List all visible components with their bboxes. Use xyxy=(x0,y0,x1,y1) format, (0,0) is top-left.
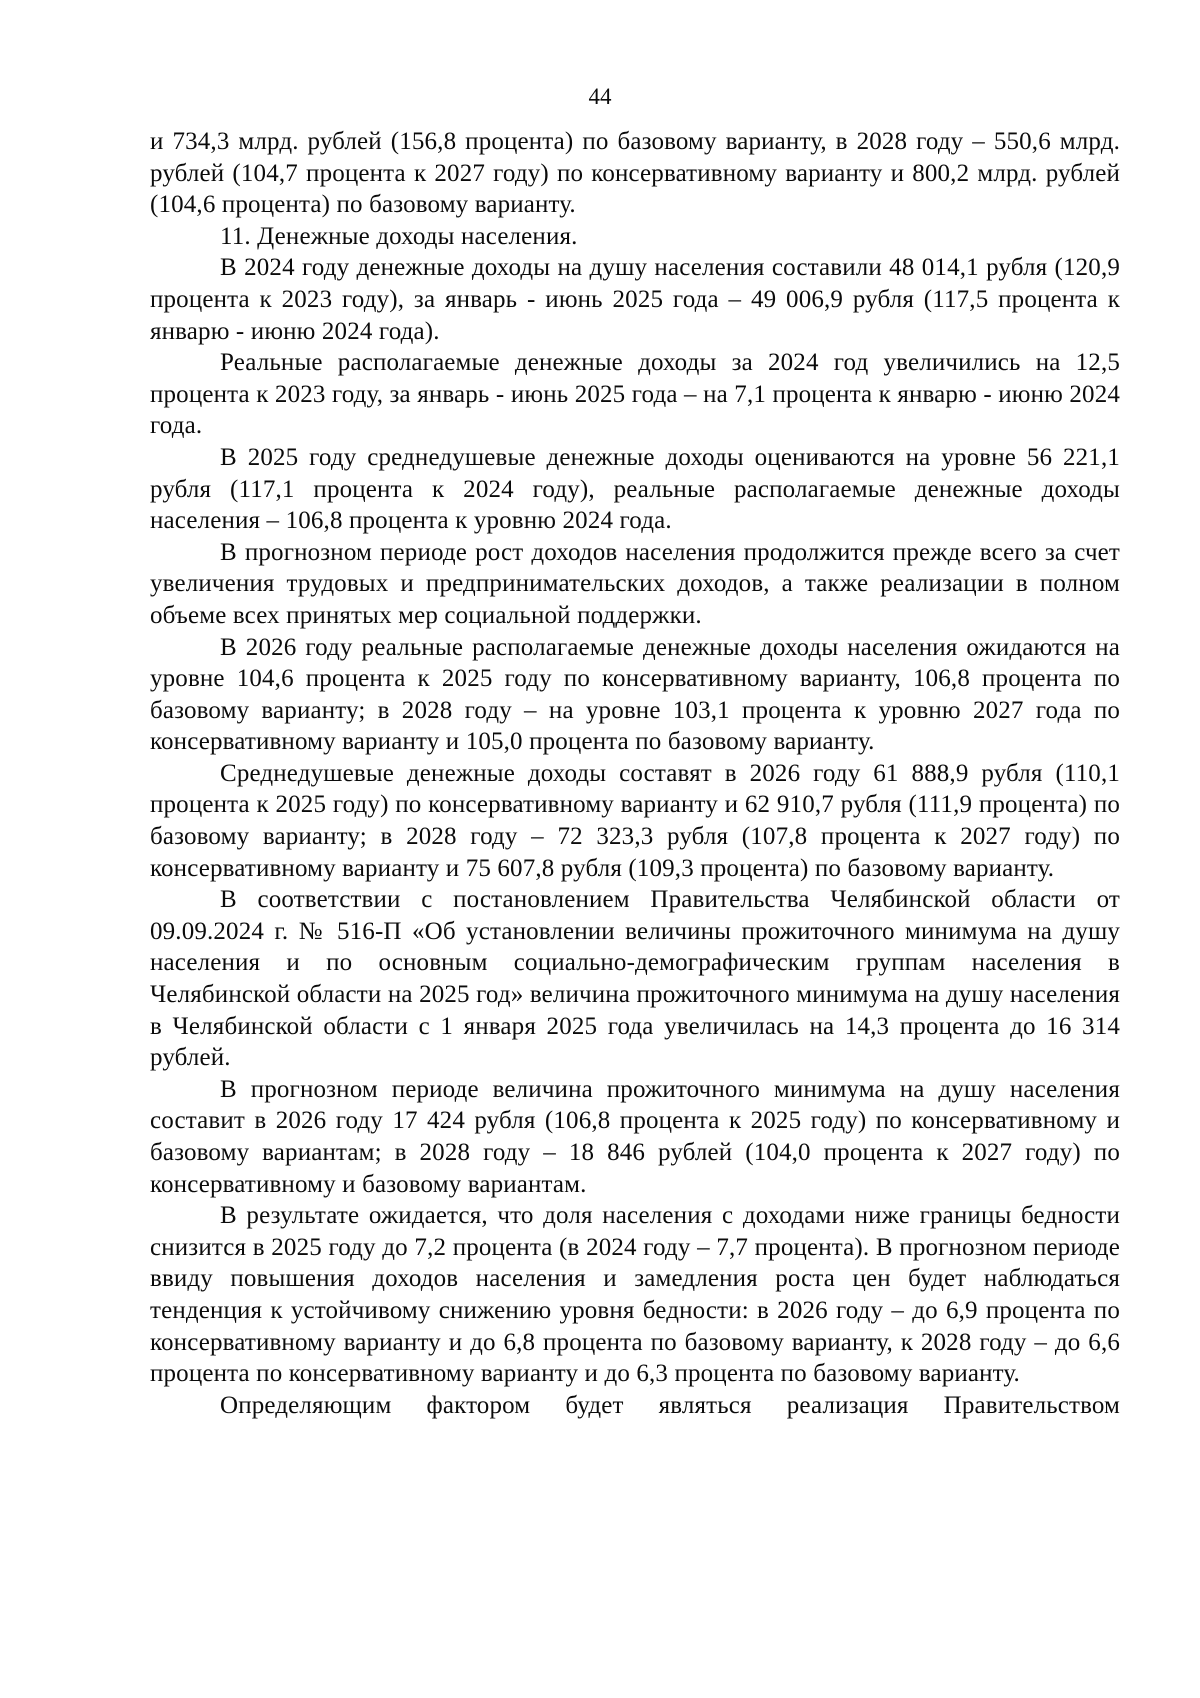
paragraph-subsistence-forecast: В прогнозном периоде величина прожиточного минимума на душу населения составит в 2026 году 17 424 рубля (106,8 процента к 2025 году) по консервативному и базовому вариантам; в 2028 году – 18 846 рублей (104,0 процента к 2027 году) по консервативному и базовому вариантам. xyxy=(150,1075,1120,1198)
paragraph-real-income: Реальные располагаемые денежные доходы за 2024 год увеличились на 12,5 процента к 2023 году, за январь - июнь 2025 года – на 7,1 процента к январю - июню 2024 года. xyxy=(150,349,1120,440)
paragraph-poverty: В результате ожидается, что доля населения с доходами ниже границы бедности снизится в 2025 году до 7,2 процента (в 2024 году – 7,7 процента). В прогнозном периоде ввиду повышения доходов населения и замедления роста цен будет наблюдаться тенденция к устойчивому снижению уровня бедности: в 2026 году – до 6,9 процента по консервативному варианту и до 6,8 процента по базовому варианту, к 2028 году – до 6,6 процента по консервативному варианту и до 6,3 процента по базовому варианту. xyxy=(150,1202,1120,1388)
paragraph-continuation: и 734,3 млрд. рублей (156,8 процента) по базовому варианту, в 2028 году – 550,6 млрд. рублей (104,7 процента к 2027 году) по консервативному варианту и 800,2 млрд. рублей (104,6 процента) по базовому варианту. xyxy=(150,128,1120,219)
paragraph-per-capita-forecast: Среднедушевые денежные доходы составят в 2026 году 61 888,9 рубля (110,1 процента к 2025 году) по консервативному варианту и 62 910,7 рубля (111,9 процента) по базовому варианту; в 2028 году – 72 323,3 рубля (107,8 процента к 2027 году) по консервативному варианту и 75 607,8 рубля (109,3 процента) по базовому варианту. xyxy=(150,759,1120,882)
paragraph-real-income-forecast: В 2026 году реальные располагаемые денежные доходы населения ожидаются на уровне 104,6 процента к 2025 году по консервативному варианту, 106,8 процента по базовому варианту; в 2028 году – на уровне 103,1 процента к уровню 2027 года по консервативному варианту и 105,0 процента по базовому варианту. xyxy=(150,633,1120,756)
paragraph-income-2025: В 2025 году среднедушевые денежные доходы оцениваются на уровне 56 221,1 рубля (117,1 процента к 2024 году), реальные располагаемые денежные доходы населения – 106,8 процента к уровню 2024 года. xyxy=(150,443,1120,535)
page-number: 44 xyxy=(588,84,612,109)
paragraph-forecast-growth: В прогнозном периоде рост доходов населения продолжится прежде всего за счет увеличения трудовых и предпринимательских доходов, а также реализации в полном объеме всех принятых мер социальной поддержки. xyxy=(150,538,1120,629)
document-body xyxy=(150,126,1120,1421)
paragraph-subsistence-minimum: В соответствии с постановлением Правительства Челябинской области от 09.09.2024 г. № 516-П «Об установлении величины прожиточного минимума на душу населения и по основным социально-демографическим группам населения в Челябинской области на 2025 год» величина прожиточного минимума на душу населения в Челябинской области с 1 января 2025 года увеличилась на 14,3 процента до 16 314 рублей. xyxy=(150,886,1120,1072)
paragraph-determining-factor: Определяющим фактором будет являться реализация Правительством xyxy=(220,1391,1120,1419)
section-heading: 11. Денежные доходы населения. xyxy=(220,222,578,250)
paragraph-income-2024: В 2024 году денежные доходы на душу населения составили 48 014,1 рубля (120,9 процента к 2023 году), за январь - июнь 2025 года – 49 006,9 рубля (117,5 процента к январю - июню 2024 года). xyxy=(150,254,1120,345)
